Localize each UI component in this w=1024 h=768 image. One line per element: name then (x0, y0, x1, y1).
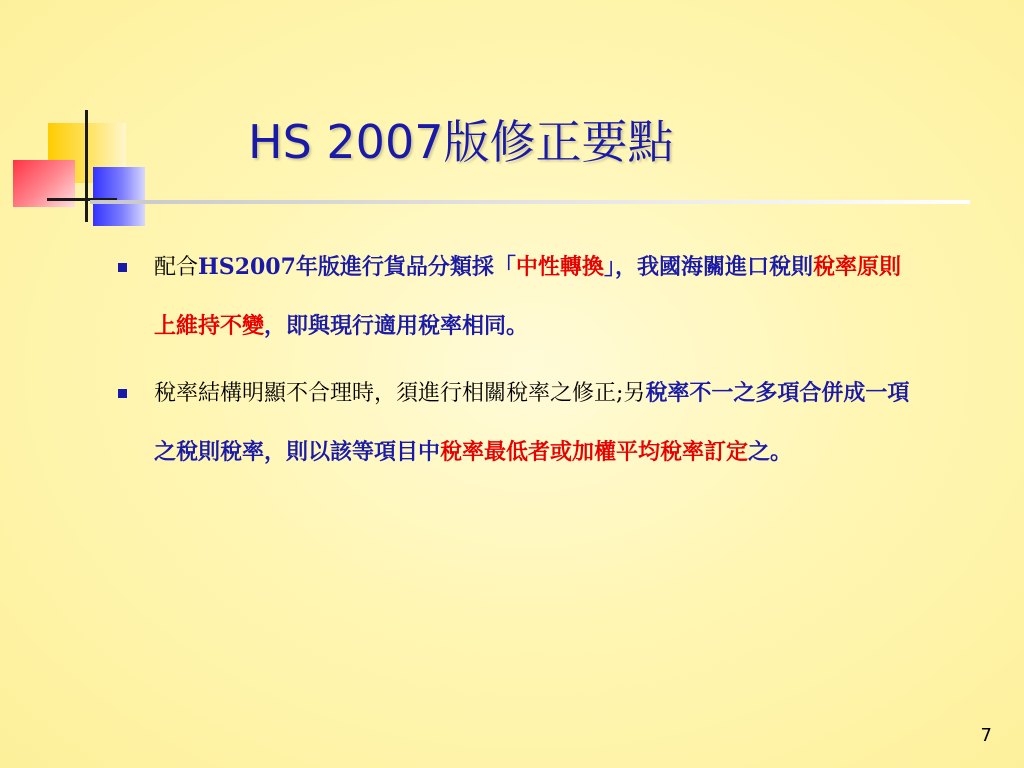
bullet-text-segment: ，即與現行適用稅率相同。 (264, 313, 529, 339)
bullet-text-segment: 之。 (748, 439, 793, 465)
page-number: 7 (980, 725, 992, 746)
slide-title: HS 2007版修正要點 (248, 115, 674, 169)
bullet-text-segment: 」，我國海關進口稅則 (603, 254, 813, 280)
bullet-text-emphasis: 中性轉換 (515, 254, 604, 280)
bullet-square-icon (118, 263, 127, 272)
bullet-square-icon (118, 389, 127, 398)
bullet-text-emphasis: 稅率最低者或加權平均稅率訂定 (440, 439, 749, 465)
bullet-text-segment: HS2007年版進行貨品分類採「 (198, 254, 516, 280)
bullet-item (118, 238, 918, 356)
decorative-blue-square (93, 167, 145, 226)
bullet-text-segment: 配合 (154, 255, 199, 280)
decorative-vertical-line (85, 110, 88, 222)
bullet-text-segment: 稅率不一之多項合併成一項之稅則稅率，則以該等項目中 (154, 380, 910, 465)
bullet-text-segment: 稅率結構明顯不合理時，須進行相關稅率之修正;另 (154, 381, 646, 406)
title-underline (90, 200, 970, 204)
bullet-text-emphasis: 稅率原則上維持不變 (154, 254, 901, 339)
bullet-list (118, 238, 918, 490)
bullet-item (118, 364, 918, 482)
